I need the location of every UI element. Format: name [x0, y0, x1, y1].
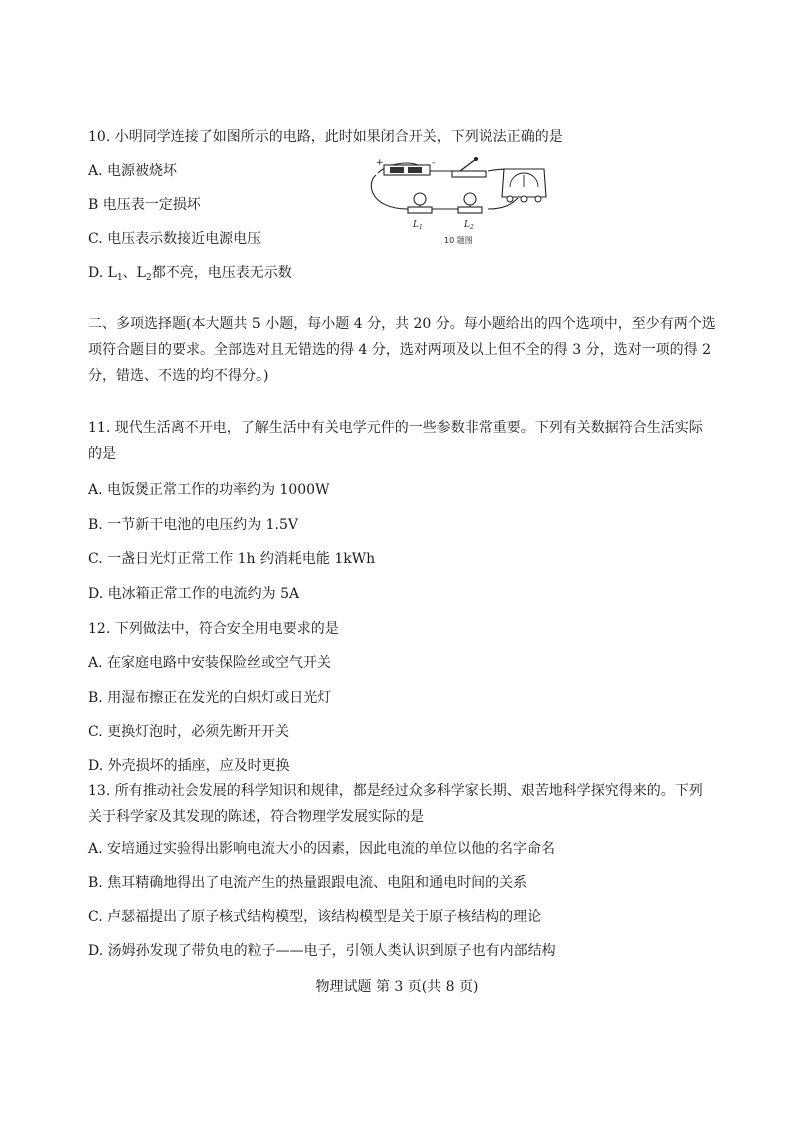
wire-left [371, 175, 408, 209]
q10-option-d: D. $L_1$、$L_2$都不亮，电压表无示数 [88, 265, 292, 283]
circuit-diagram [368, 153, 550, 251]
q13-option-b: B. 焦耳精确地得出了电流产生的热量跟跟电流、电阻和通电时间的关系 [88, 875, 528, 891]
label-l2: $L_2$ [464, 220, 474, 231]
q12-option-c: C. 更换灯泡时，必须先断开开关 [88, 724, 290, 740]
q11-option-b: B. 一节新干电池的电压约为 1.5V [88, 517, 299, 533]
q10-option-c: C. 电压表示数接近电源电压 [88, 231, 262, 247]
q10-option-a: A. 电源被烧坏 [88, 163, 178, 179]
bulb-l1-icon [408, 193, 432, 213]
q11-stem: 11. 现代生活离不开电，了解生活中有关电学元件的一些参数非常重要。下列有关数据符合生活实际的是 [88, 420, 703, 462]
q12-option-d: D. 外壳损坏的插座，应及时更换 [88, 758, 290, 774]
label-l1: $L_1$ [413, 220, 423, 231]
switch-icon [452, 157, 486, 177]
figure-caption: 10 题图 [444, 236, 473, 245]
battery-icon [376, 158, 435, 175]
q13-option-d: D. 汤姆孙发现了带负电的粒子——电子，引领人类认识到原子也有内部结构 [88, 943, 556, 959]
q10-option-b: B 电压表一定损坏 [88, 197, 201, 213]
page-footer: 物理试题 第 3 页(共 8 页) [315, 979, 479, 995]
bulb-l2-icon [458, 193, 482, 213]
q10-stem: 10. 小明同学连接了如图所示的电路，此时如果闭合开关，下列说法正确的是 [88, 129, 563, 145]
q13-option-c: C. 卢瑟福提出了原子核式结构模型，该结构模型是关于原子核结构的理论 [88, 909, 542, 925]
section2-header: 二、多项选择题(本大题共 5 小题，每小题 4 分，共 20 分。每小题给出的四个选项中，至少有两个选项符合题目的要求。全部选对且无错选的得 4 分，选对两项及以上但不全的得 3 分，选对一项的得 2 分，错选、不选的均不得分。) [88, 316, 716, 384]
svg-text:+: + [376, 158, 384, 168]
q12-stem: 12. 下列做法中，符合安全用电要求的是 [88, 621, 339, 637]
q12-option-b: B. 用湿布擦正在发光的白炽灯或日光灯 [88, 690, 332, 706]
q12-option-a: A. 在家庭电路中安装保险丝或空气开关 [88, 655, 332, 671]
q13-option-a: A. 安培通过实验得出影响电流大小的因素，因此电流的单位以他的名字命名 [88, 841, 556, 857]
q11-option-d: D. 电冰箱正常工作的电流约为 5A [88, 586, 300, 602]
wire-right-bottom [488, 198, 518, 209]
svg-text:-: - [432, 158, 436, 168]
q13-stem: 13. 所有推动社会发展的科学知识和规律，都是经过众多科学家长期、艰苦地科学探究得来的。下列关于科学家及其发现的陈述，符合物理学发展实际的是 [88, 783, 703, 825]
q11-option-a: A. 电饭煲正常工作的功率约为 1000W [88, 482, 330, 498]
q11-option-c: C. 一盏日光灯正常工作 1h 约消耗电能 1kWh [88, 551, 376, 567]
voltmeter-icon [502, 169, 546, 202]
